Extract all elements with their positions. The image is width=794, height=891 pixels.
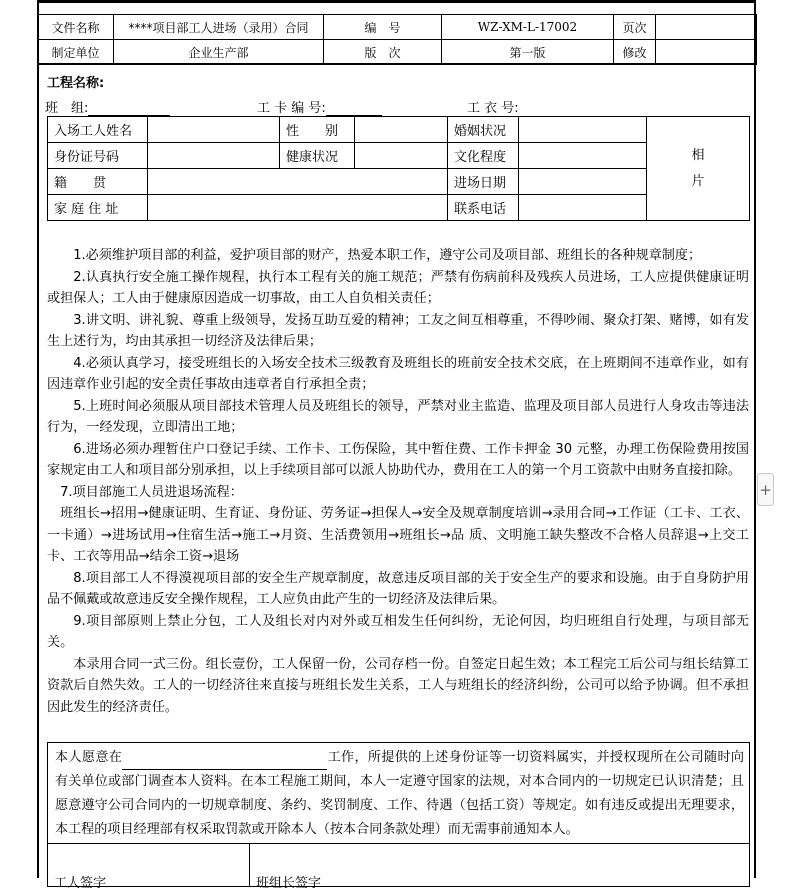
- clause-3: 3.讲文明、讲礼貌、尊重上级领导，发扬互助互爱的精神；工友之间互相尊重，不得吵闹、聚众打架、赌博，如有发生上述行为，均由其承担一切经济及法律后果；: [47, 312, 749, 349]
- clause-6: 6.进场必须办理暂住户口登记手续、工作卡、工伤保险，其中暂住费、工作卡押金 30 元整，办理工伤保险费用按国家规定由工人和项目部分别承担，以上手续项目部可以派人协助代办，费用在工人的第一个月工资款中由财务直接扣除。: [47, 441, 749, 478]
- address-value[interactable]: [148, 195, 448, 221]
- phone-label: 联系电话: [448, 195, 519, 221]
- unit-value: 企业生产部: [114, 40, 324, 65]
- education-label: 文化程度: [448, 143, 519, 169]
- number-label: 编 号: [324, 15, 442, 40]
- worker-signature-cell[interactable]: [48, 844, 250, 891]
- origin-value[interactable]: [148, 169, 448, 195]
- team-field: [45, 97, 170, 116]
- declaration-table: [47, 742, 750, 891]
- clause-7: 7.项目部施工人员进退场流程：: [60, 484, 243, 500]
- revision-value: [656, 40, 757, 65]
- doc-name-label: 文件名称: [38, 15, 114, 40]
- top-border: [37, 0, 756, 14]
- doc-number: WZ-XM-L-17002: [442, 15, 614, 40]
- worker-info-table: [47, 116, 750, 221]
- clause-7-flow: 班组长→招用→健康证明、生育证、身份证、劳务证→担保人→安全及规章制度培训→录用合同→工作证（工卡、工衣、一卡通）→进场试用→住宿生活→施工→月资、生活费领用→班组长→品 质、文明施工缺失整改不合格人员辞退→上交工卡、工衣等用品→结余工资→退场: [47, 506, 749, 564]
- clause-2: 2.认真执行安全施工操作规程，执行本工程有关的施工规范；严禁有伤病前科及残疾人员进场，工人应提供健康证明或担保人；工人由于健康原因造成一切事故，由工人自负相关责任；: [47, 269, 749, 306]
- marital-value[interactable]: [519, 117, 647, 143]
- education-value[interactable]: [519, 143, 647, 169]
- photo-label-2: 片: [691, 173, 705, 189]
- uniform-number-label: 工 衣 号:: [467, 101, 519, 116]
- clause-8: 8.项目部工人不得漠视项目部的安全生产规章制度，故意违反项目部的关于安全生产的要求和设施。由于自身防护用品不佩戴或故意违反安全操作规程，工人应负由此产生的一切经济及法律后果。: [47, 570, 749, 607]
- health-value[interactable]: [355, 143, 448, 169]
- card-number-label: 工 卡 编 号:: [257, 101, 326, 116]
- name-value[interactable]: [148, 117, 280, 143]
- version-label: 版 次: [324, 40, 442, 65]
- document-header-table: [37, 14, 757, 65]
- version-value: 第一版: [442, 40, 614, 65]
- clause-1: 1.必须维护项目部的利益，爱护项目部的财产，热爱本职工作，遵守公司及项目部、班组长的各种规章制度；: [73, 248, 702, 263]
- gender-label: 性 别: [280, 117, 355, 143]
- phone-value[interactable]: [519, 195, 647, 221]
- project-name-label: 工程名称:: [47, 76, 105, 91]
- unit-label: 制定单位: [38, 40, 114, 65]
- card-number-blank[interactable]: [326, 101, 382, 116]
- clause-4: 4.必须认真学习，接受班组长的入场安全技术三级教育及班组长的班前安全技术交底，在上班期间不违章作业，如有因违章作业引起的安全责任事故由违章者自行承担全责；: [47, 355, 749, 392]
- entry-date-label: 进场日期: [448, 169, 519, 195]
- contract-clauses: [47, 245, 749, 718]
- header-bottom-rule: [37, 63, 756, 65]
- clause-5: 5.上班时间必须服从项目部技术管理人员及班组长的领导，严禁对业主监造、监理及项目部人员进行人身攻击等违法行为，一经发现，立即清出工地；: [47, 398, 749, 435]
- team-blank[interactable]: [88, 101, 170, 116]
- worker-signature-label: 工人签字: [54, 876, 107, 891]
- declaration-text: [49, 744, 748, 842]
- revision-label: 修改: [614, 40, 656, 65]
- card-number-field: [257, 97, 382, 116]
- closing-paragraph: 本录用合同一式三份。组长壹份，工人保留一份，公司存档一份。自签定日起生效；本工程完工后公司与组长结算工资款后自然失效。工人的一切经济往来直接与班组长发生关系，工人与班组长的经济纠纷，公司可以给予协调。但不承担因此发生的经济责任。: [47, 656, 749, 715]
- origin-label: 籍 贯: [48, 169, 148, 195]
- id-number-label: 身份证号码: [48, 143, 148, 169]
- clause-9: 9.项目部原则上禁止分包，工人及组长对内对外或互相发生任何纠纷，无论何因，均归班组自行处理，与项目部无关。: [47, 613, 749, 650]
- declaration-cell: [48, 743, 750, 844]
- photo-label-1: 相: [691, 147, 705, 163]
- declaration-body: 工作，所提供的上述身份证等一切资料属实，并授权现所在公司随时向有关单位或部门调查本人资料。在本工程施工期间，本人一定遵守国家的法规，对本合同内的一切规定已认识清楚；且愿意遵守公司合同内的一切规章制度、条约、奖罚制度、工作、待遇（包括工资）等规定。如有违反或提出无理要求，本工程的项目经理部有权采取罚款或开除本人（按本合同条款处理）而无需事前通知本人。: [55, 750, 745, 837]
- name-label: 入场工人姓名: [48, 117, 148, 143]
- id-number-value[interactable]: [148, 143, 280, 169]
- declaration-prefix: 本人愿意在: [55, 750, 123, 765]
- uniform-number-field: [467, 97, 519, 116]
- add-button[interactable]: +: [757, 473, 774, 506]
- address-label: 家 庭 住 址: [48, 195, 148, 221]
- health-label: 健康状况: [280, 143, 355, 169]
- page-value: [656, 15, 757, 40]
- leader-signature-cell[interactable]: [250, 844, 750, 891]
- page-label: 页次: [614, 15, 656, 40]
- declaration-work-blank[interactable]: [122, 753, 327, 770]
- contract-page: [37, 0, 756, 891]
- entry-date-value[interactable]: [519, 169, 647, 195]
- leader-signature-label: 班组长签字: [256, 876, 322, 891]
- team-label: 班 组:: [45, 101, 89, 116]
- marital-label: 婚姻状况: [448, 117, 519, 143]
- photo-box[interactable]: [647, 117, 750, 221]
- gender-value[interactable]: [355, 117, 448, 143]
- doc-name: ****项目部工人进场（录用）合同: [114, 15, 324, 40]
